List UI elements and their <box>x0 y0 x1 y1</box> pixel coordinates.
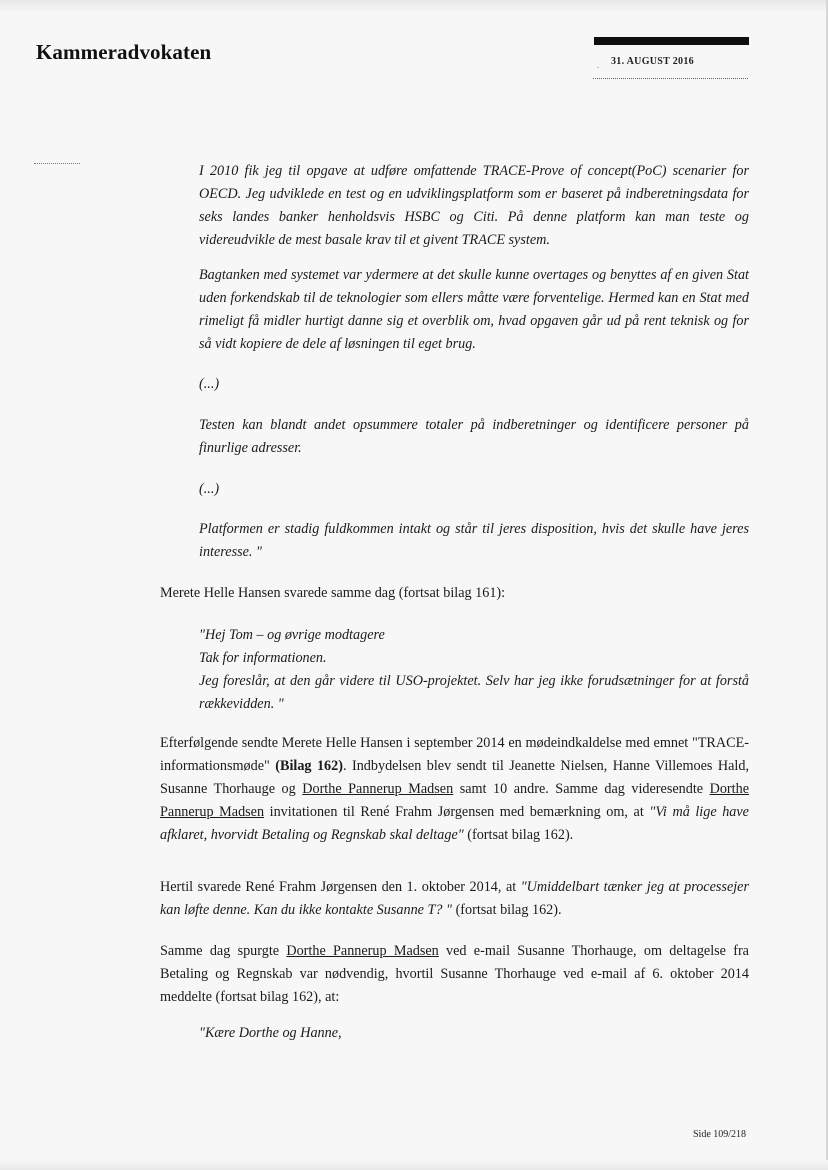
quote-ellipsis-2 <box>199 478 749 501</box>
page-top-edge <box>0 0 828 12</box>
para2-part1: Hertil svarede René Frahm Jørgensen den 1. oktober 2014, at <box>160 879 521 895</box>
body-paragraph-1 <box>160 732 749 847</box>
quote-paragraph-2 <box>199 264 749 356</box>
para3-part1: Samme dag spurgte <box>160 943 287 959</box>
ellipsis-1-text: (...) <box>199 376 220 392</box>
dorthe-name-2: Dorthe Pannerup Madsen <box>160 781 749 820</box>
bilag-162-reference: (Bilag 162) <box>275 758 343 774</box>
page-number: Side 109/218 <box>693 1129 747 1140</box>
closing-quote <box>199 1022 749 1045</box>
header-black-bar <box>594 37 749 45</box>
left-dotted-rule <box>34 163 80 164</box>
dorthe-name-1: Dorthe Pannerup Madsen <box>302 781 454 797</box>
reply-quote-line-1: "Hej Tom – og øvrige modtagere <box>199 627 385 643</box>
dorthe-name-3: Dorthe Pannerup Madsen <box>286 943 439 959</box>
body-paragraph-2 <box>160 876 749 922</box>
para1-quote: "Vi må lige have afklaret, hvorvidt Betaling og Regnskab skal deltage" <box>160 804 749 843</box>
para3-part2: ved e-mail Susanne Thorhauge, om deltagelse fra Betaling og Regnskab var nødvendig, hvortil Susanne Thorhauge ved e-mail af 6. oktober 2014 meddelte (fortsat bilag 162), at: <box>160 943 749 1005</box>
body-paragraph-3 <box>160 940 749 1009</box>
closing-quote-text: "Kære Dorthe og Hanne, <box>199 1025 342 1041</box>
small-mark: . <box>597 61 599 70</box>
quote-paragraph-4 <box>199 518 749 564</box>
para2-part2: (fortsat bilag 162). <box>452 902 562 918</box>
para1-part2: . Indbydelsen blev sendt til Jeanette Nielsen, Hanne Villemoes Hald, Susanne Thorhauge og <box>160 758 749 797</box>
page-bottom-edge <box>0 1160 828 1170</box>
quote-paragraph-3-text: Testen kan blandt andet opsummere totaler på indberetninger og identificere personer på finurlige adresser. <box>199 417 749 456</box>
reply-intro <box>160 582 749 605</box>
reply-quote <box>199 624 749 716</box>
para1-part5: (fortsat bilag 162). <box>463 827 574 843</box>
quote-paragraph-1 <box>199 160 749 252</box>
reply-intro-text: Merete Helle Hansen svarede samme dag (fortsat bilag 161): <box>160 585 506 601</box>
para1-part4: invitationen til René Frahm Jørgensen med bemærkning om, at <box>264 804 650 820</box>
quote-ellipsis-1 <box>199 373 749 396</box>
quote-paragraph-1-text: I 2010 fik jeg til opgave at udføre omfattende TRACE-Prove of concept(PoC) scenarier for OECD. Jeg udviklede en test og en udviklingsplatform som er baseret på indberetningsdata for seks landes banker henholdsvis HSBC og Citi. På denne platform kan man teste og videreudvikle de mest basale krav til et givent TRACE system. <box>199 163 749 248</box>
para1-part3: samt 10 andre. Samme dag videresendte <box>453 781 710 797</box>
quote-paragraph-4-text: Platformen er stadig fuldkommen intakt og står til jeres disposition, hvis det skulle have jeres interesse. " <box>199 521 749 560</box>
brand-title: Kammeradvokaten <box>36 40 212 64</box>
reply-quote-line-2: Tak for informationen. <box>199 650 327 666</box>
document-date: 31. AUGUST 2016 <box>611 56 694 67</box>
date-dotted-rule <box>593 78 748 79</box>
reply-quote-line-3: Jeg foreslår, at den går videre til USO-projektet. Selv har jeg ikke forudsætninger for at forstå rækkevidden. " <box>199 673 749 712</box>
para1-part1: Efterfølgende sendte Merete Helle Hansen i september 2014 en mødeindkaldelse med emnet "TRACE-informationsmøde" <box>160 735 749 774</box>
para2-quote: "Umiddelbart tænker jeg at processejer kan løfte denne. Kan du ikke kontakte Susanne T? " <box>160 879 749 918</box>
quote-paragraph-3 <box>199 414 749 460</box>
ellipsis-2-text: (...) <box>199 481 220 497</box>
quote-paragraph-2-text: Bagtanken med systemet var ydermere at det skulle kunne overtages og benyttes af en given Stat uden forkendskab til de teknologier som ellers måtte være forventelige. Hermed kan en Stat med rimeligt få midler hurtigt danne sig et overblik om, hvad opgaven går ud på rent teknisk og for så vidt kopiere de dele af løsningen til eget brug. <box>199 267 749 352</box>
